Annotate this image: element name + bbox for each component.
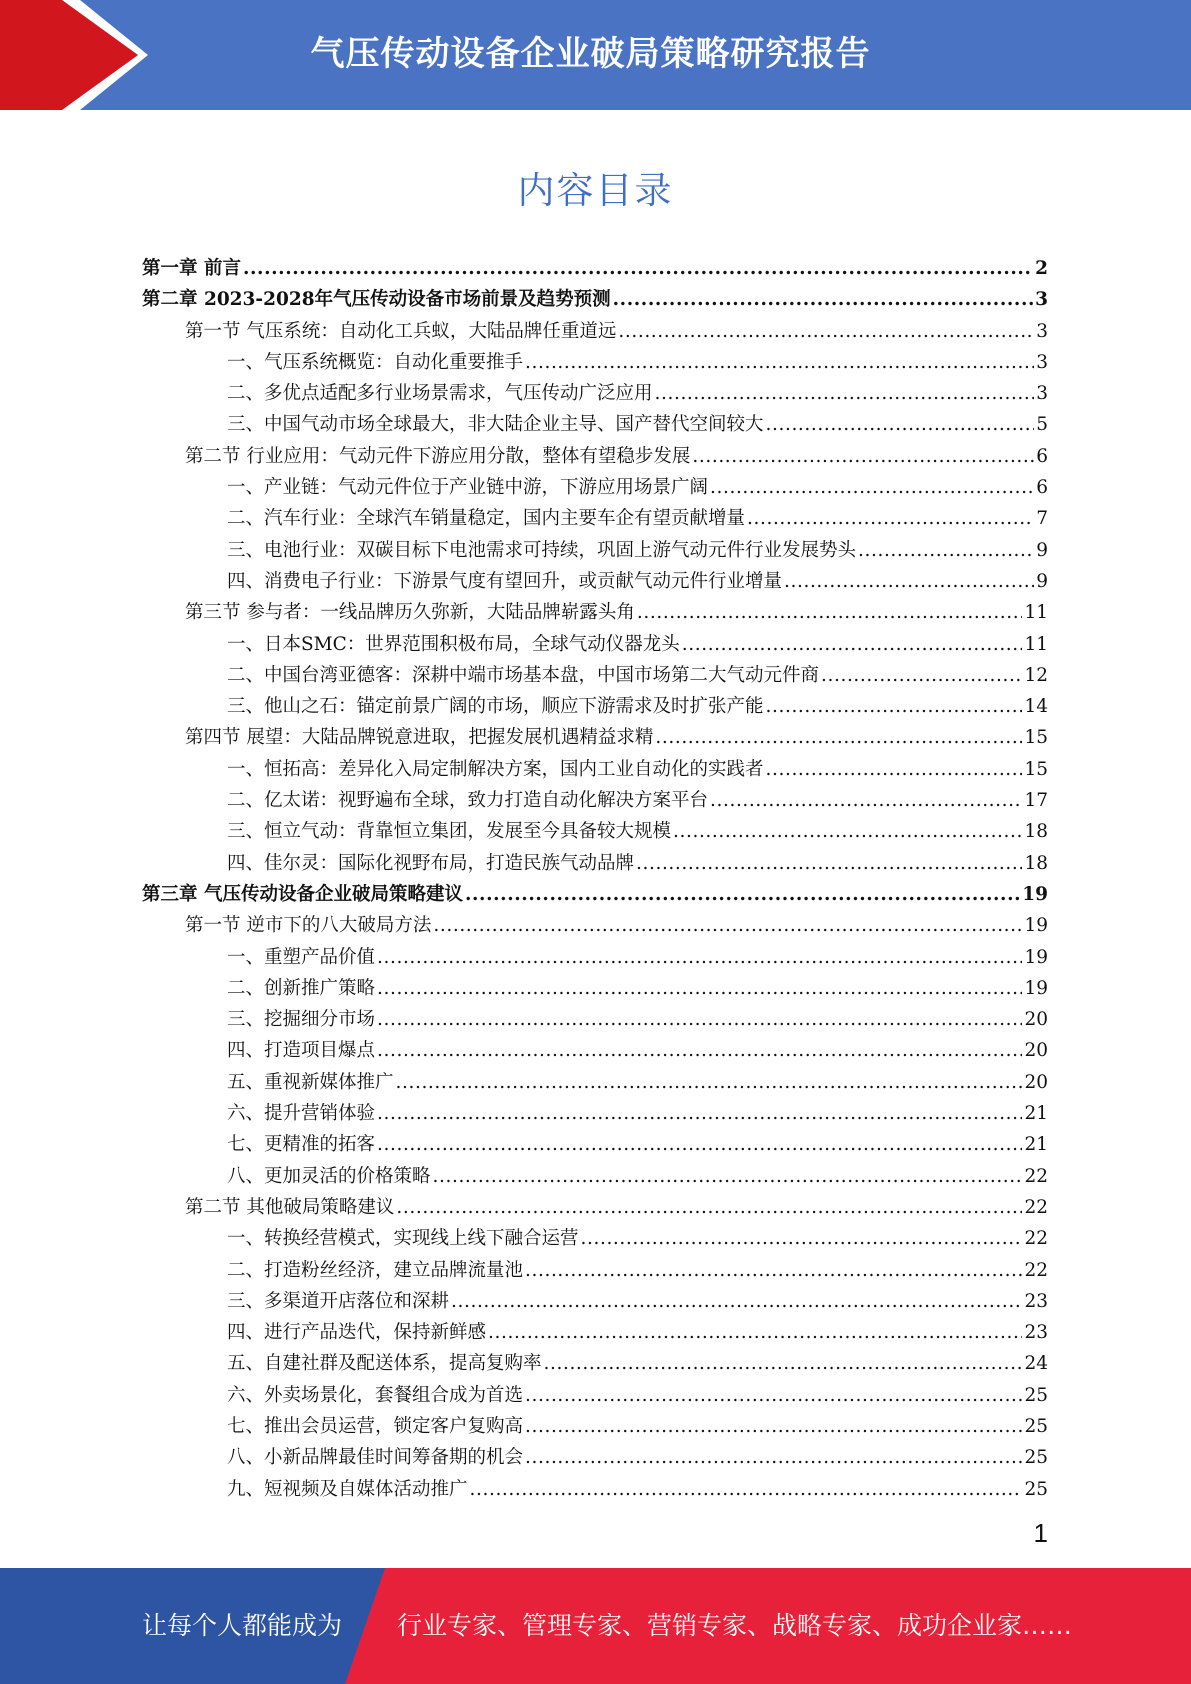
toc-subsection-entry[interactable]	[142, 1223, 1048, 1254]
dot-leader	[784, 566, 1034, 597]
toc-chapter-entry[interactable]	[142, 253, 1048, 284]
toc-subsection-entry[interactable]	[142, 691, 1048, 722]
dot-leader	[682, 629, 1023, 660]
toc-entry-text: 三、挖掘细分市场	[227, 1009, 376, 1031]
dot-leader	[766, 409, 1035, 440]
toc-entry-text: 三、他山之石：锚定前景广阔的市场，顺应下游需求及时扩张产能	[227, 696, 764, 718]
toc-entry-text: 第二节 其他破局策略建议	[185, 1196, 395, 1218]
toc-subsection-entry[interactable]	[142, 1098, 1048, 1129]
toc-page-number: 6	[1036, 445, 1048, 467]
dot-leader	[525, 1255, 1022, 1286]
toc-page-number: 21	[1024, 1103, 1048, 1125]
toc-subsection-entry[interactable]	[142, 816, 1048, 847]
dot-leader	[451, 1286, 1022, 1317]
toc-subsection-entry[interactable]	[142, 660, 1048, 691]
toc-subsection-entry[interactable]	[142, 1286, 1048, 1317]
dot-leader	[613, 284, 1034, 315]
header-band	[0, 0, 1191, 110]
toc-page-number: 3	[1036, 320, 1048, 342]
toc-heading: 内容目录	[517, 169, 674, 212]
dot-leader	[637, 597, 1023, 628]
toc-subsection-entry[interactable]	[142, 378, 1048, 409]
toc-entry-text: 第二节 行业应用：气动元件下游应用分散，整体有望稳步发展	[185, 445, 691, 467]
toc-page-number: 20	[1024, 1009, 1048, 1031]
toc-entry-text: 第二章 2023-2028年气压传动设备市场前景及趋势预测	[142, 289, 611, 311]
toc-entry-text: 四、消费电子行业：下游景气度有望回升，或贡献气动元件行业增量	[227, 570, 783, 592]
toc-subsection-entry[interactable]	[142, 1035, 1048, 1066]
toc-subsection-entry[interactable]	[142, 472, 1048, 503]
toc-page-number: 6	[1036, 477, 1048, 499]
toc-entry-text: 七、更精准的拓客	[227, 1134, 376, 1156]
chevron-icon	[0, 0, 160, 110]
dot-leader	[525, 1380, 1022, 1411]
toc-page-number: 19	[1024, 915, 1048, 937]
dot-leader	[470, 1474, 1023, 1505]
dot-leader	[488, 1317, 1022, 1348]
toc-entry-text: 一、转换经营模式，实现线上线下融合运营	[227, 1228, 579, 1250]
toc-page-number: 17	[1024, 790, 1048, 812]
toc-subsection-entry[interactable]	[142, 1067, 1048, 1098]
toc-entry-text: 四、进行产品迭代，保持新鲜感	[227, 1322, 487, 1344]
toc-entry-text: 二、汽车行业：全球汽车销量稳定，国内主要车企有望贡献增量	[227, 508, 746, 530]
toc-page-number: 11	[1024, 633, 1048, 655]
dot-leader	[655, 722, 1022, 753]
toc-subsection-entry[interactable]	[142, 347, 1048, 378]
toc-page-number: 22	[1024, 1259, 1048, 1281]
toc-page-number: 25	[1024, 1478, 1048, 1500]
toc-entry-text: 五、重视新媒体推广	[227, 1071, 394, 1093]
toc-section-entry[interactable]	[142, 722, 1048, 753]
toc-entry-text: 一、产业链：气动元件位于产业链中游，下游应用场景广阔	[227, 477, 709, 499]
toc-page-number: 21	[1024, 1134, 1048, 1156]
toc-page-number: 9	[1036, 539, 1048, 561]
toc-subsection-entry[interactable]	[142, 1317, 1048, 1348]
toc-entry-text: 三、恒立气动：背靠恒立集团，发展至今具备较大规模	[227, 821, 672, 843]
toc-page-number: 5	[1036, 414, 1048, 436]
toc-subsection-entry[interactable]	[142, 942, 1048, 973]
dot-leader	[525, 1411, 1022, 1442]
dot-leader	[821, 660, 1022, 691]
toc-entry-text: 第三章 气压传动设备企业破局策略建议	[142, 883, 463, 905]
toc-subsection-entry[interactable]	[142, 1411, 1048, 1442]
dot-leader	[525, 1442, 1022, 1473]
dot-leader	[636, 848, 1022, 879]
toc-entry-text: 三、电池行业：双碳目标下电池需求可持续，巩固上游气动元件行业发展势头	[227, 539, 857, 561]
toc-page-number: 9	[1036, 570, 1048, 592]
toc-page-number: 25	[1024, 1415, 1048, 1437]
dot-leader	[710, 472, 1034, 503]
toc-subsection-entry[interactable]	[142, 1380, 1048, 1411]
toc-entry-text: 九、短视频及自媒体活动推广	[227, 1478, 468, 1500]
toc-chapter-entry[interactable]	[142, 284, 1048, 315]
toc-entry-text: 二、创新推广策略	[227, 977, 376, 999]
toc-page-number: 23	[1024, 1322, 1048, 1344]
toc-entry-text: 第四节 展望：大陆品牌锐意进取，把握发展机遇精益求精	[185, 727, 654, 749]
dot-leader	[377, 1004, 1022, 1035]
toc-page-number: 18	[1024, 852, 1048, 874]
dot-leader	[581, 1223, 1023, 1254]
toc-entry-text: 三、中国气动市场全球最大，非大陆企业主导、国产替代空间较大	[227, 414, 764, 436]
dot-leader	[465, 879, 1020, 910]
footer-band	[0, 1568, 1191, 1684]
toc-page-number: 20	[1024, 1071, 1048, 1093]
toc-page-number: 3	[1035, 289, 1048, 311]
toc-page-number: 12	[1024, 664, 1048, 686]
toc-subsection-entry[interactable]	[142, 754, 1048, 785]
footer-slogan-right: 行业专家、管理专家、营销专家、战略专家、成功企业家……	[397, 1611, 1073, 1640]
toc-subsection-entry[interactable]	[142, 1129, 1048, 1160]
toc-page-number: 19	[1024, 977, 1048, 999]
toc-entry-text: 八、小新品牌最佳时间筹备期的机会	[227, 1447, 524, 1469]
dot-leader	[544, 1348, 1023, 1379]
toc-subsection-entry[interactable]	[142, 409, 1048, 440]
toc-page-number: 19	[1022, 883, 1048, 905]
dot-leader	[618, 316, 1034, 347]
toc-entry-text: 第三节 参与者：一线品牌历久弥新，大陆品牌崭露头角	[185, 602, 635, 624]
toc-entry-text: 一、重塑产品价值	[227, 946, 376, 968]
toc-entry-text: 七、推出会员运营，锁定客户复购高	[227, 1415, 524, 1437]
dot-leader	[766, 754, 1023, 785]
dot-leader	[710, 785, 1022, 816]
toc-subsection-entry[interactable]	[142, 1348, 1048, 1379]
toc-page-number: 11	[1024, 602, 1048, 624]
dot-leader	[396, 1067, 1023, 1098]
footer-slogan-left: 让每个人都能成为	[142, 1611, 343, 1640]
dot-leader	[377, 973, 1022, 1004]
toc-entry-text: 四、佳尔灵：国际化视野布局，打造民族气动品牌	[227, 852, 635, 874]
dot-leader	[747, 503, 1034, 534]
toc-section-entry[interactable]	[142, 316, 1048, 347]
dot-leader	[377, 942, 1022, 973]
toc-page-number: 25	[1024, 1447, 1048, 1469]
toc-entry-text: 第一节 逆市下的八大破局方法	[185, 915, 432, 937]
toc-entry-text: 一、日本SMC：世界范围积极布局，全球气动仪器龙头	[227, 633, 680, 655]
toc-subsection-entry[interactable]	[142, 973, 1048, 1004]
toc-page-number: 22	[1024, 1196, 1048, 1218]
toc-entry-text: 八、更加灵活的价格策略	[227, 1165, 431, 1187]
toc-subsection-entry[interactable]	[142, 785, 1048, 816]
toc-subsection-entry[interactable]	[142, 848, 1048, 879]
toc-chapter-entry[interactable]	[142, 879, 1048, 910]
toc-page-number: 22	[1024, 1165, 1048, 1187]
dot-leader	[766, 691, 1023, 722]
toc-entry-text: 六、提升营销体验	[227, 1103, 376, 1125]
toc-entry-text: 二、中国台湾亚德客：深耕中端市场基本盘，中国市场第二大气动元件商	[227, 664, 820, 686]
toc-page-number: 25	[1024, 1384, 1048, 1406]
dot-leader	[377, 1098, 1022, 1129]
toc-entry-text: 四、打造项目爆点	[227, 1040, 376, 1062]
toc-page-number: 20	[1024, 1040, 1048, 1062]
toc-page-number: 15	[1024, 758, 1048, 780]
toc-page-number: 3	[1036, 351, 1048, 373]
toc-entry-text: 第一章 前言	[142, 258, 241, 279]
toc-section-entry[interactable]	[142, 910, 1048, 941]
toc-entry-text: 二、亿太诺：视野遍布全球，致力打造自动化解决方案平台	[227, 790, 709, 812]
dot-leader	[858, 535, 1034, 566]
toc-page-number: 18	[1024, 821, 1048, 843]
toc-section-entry[interactable]	[142, 597, 1048, 628]
toc-section-entry[interactable]	[142, 441, 1048, 472]
toc-page-number: 15	[1024, 727, 1048, 749]
toc-subsection-entry[interactable]	[142, 1474, 1048, 1505]
dot-leader	[655, 378, 1035, 409]
toc-entry-text: 一、气压系统概览：自动化重要推手	[227, 351, 524, 373]
toc-subsection-entry[interactable]	[142, 629, 1048, 660]
toc-page-number: 24	[1024, 1353, 1048, 1375]
toc-entry-text: 三、多渠道开店落位和深耕	[227, 1290, 450, 1312]
toc-subsection-entry[interactable]	[142, 1161, 1048, 1192]
toc-entry-text: 一、恒拓高：差异化入局定制解决方案，国内工业自动化的实践者	[227, 758, 764, 780]
dot-leader	[396, 1192, 1022, 1223]
dot-leader	[433, 910, 1022, 941]
page-number: 1	[1033, 1518, 1048, 1548]
dot-leader	[377, 1129, 1022, 1160]
toc-entry-text: 六、外卖场景化，套餐组合成为首选	[227, 1384, 524, 1406]
toc-entry-text: 第一节 气压系统：自动化工兵蚁，大陆品牌任重道远	[185, 320, 617, 342]
dot-leader	[243, 253, 1033, 284]
toc-subsection-entry[interactable]	[142, 566, 1048, 597]
toc-subsection-entry[interactable]	[142, 503, 1048, 534]
toc-page-number: 14	[1024, 696, 1048, 718]
table-of-contents	[142, 253, 1048, 1505]
toc-page-number: 7	[1036, 508, 1048, 530]
toc-subsection-entry[interactable]	[142, 1255, 1048, 1286]
dot-leader	[433, 1161, 1023, 1192]
toc-entry-text: 二、多优点适配多行业场景需求，气压传动广泛应用	[227, 383, 653, 405]
toc-page-number: 3	[1036, 383, 1048, 405]
dot-leader	[525, 347, 1034, 378]
dot-leader	[377, 1035, 1022, 1066]
toc-section-entry[interactable]	[142, 1192, 1048, 1223]
toc-page-number: 22	[1024, 1228, 1048, 1250]
toc-entry-text: 二、打造粉丝经济，建立品牌流量池	[227, 1259, 524, 1281]
dot-leader	[692, 441, 1034, 472]
toc-subsection-entry[interactable]	[142, 1004, 1048, 1035]
report-title: 气压传动设备企业破局策略研究报告	[310, 34, 871, 74]
toc-subsection-entry[interactable]	[142, 1442, 1048, 1473]
toc-entry-text: 五、自建社群及配送体系，提高复购率	[227, 1353, 542, 1375]
toc-page-number: 2	[1035, 258, 1048, 279]
red-chevron-shape	[0, 0, 148, 110]
toc-page-number: 23	[1024, 1290, 1048, 1312]
toc-page-number: 19	[1024, 946, 1048, 968]
toc-subsection-entry[interactable]	[142, 535, 1048, 566]
dot-leader	[673, 816, 1022, 847]
